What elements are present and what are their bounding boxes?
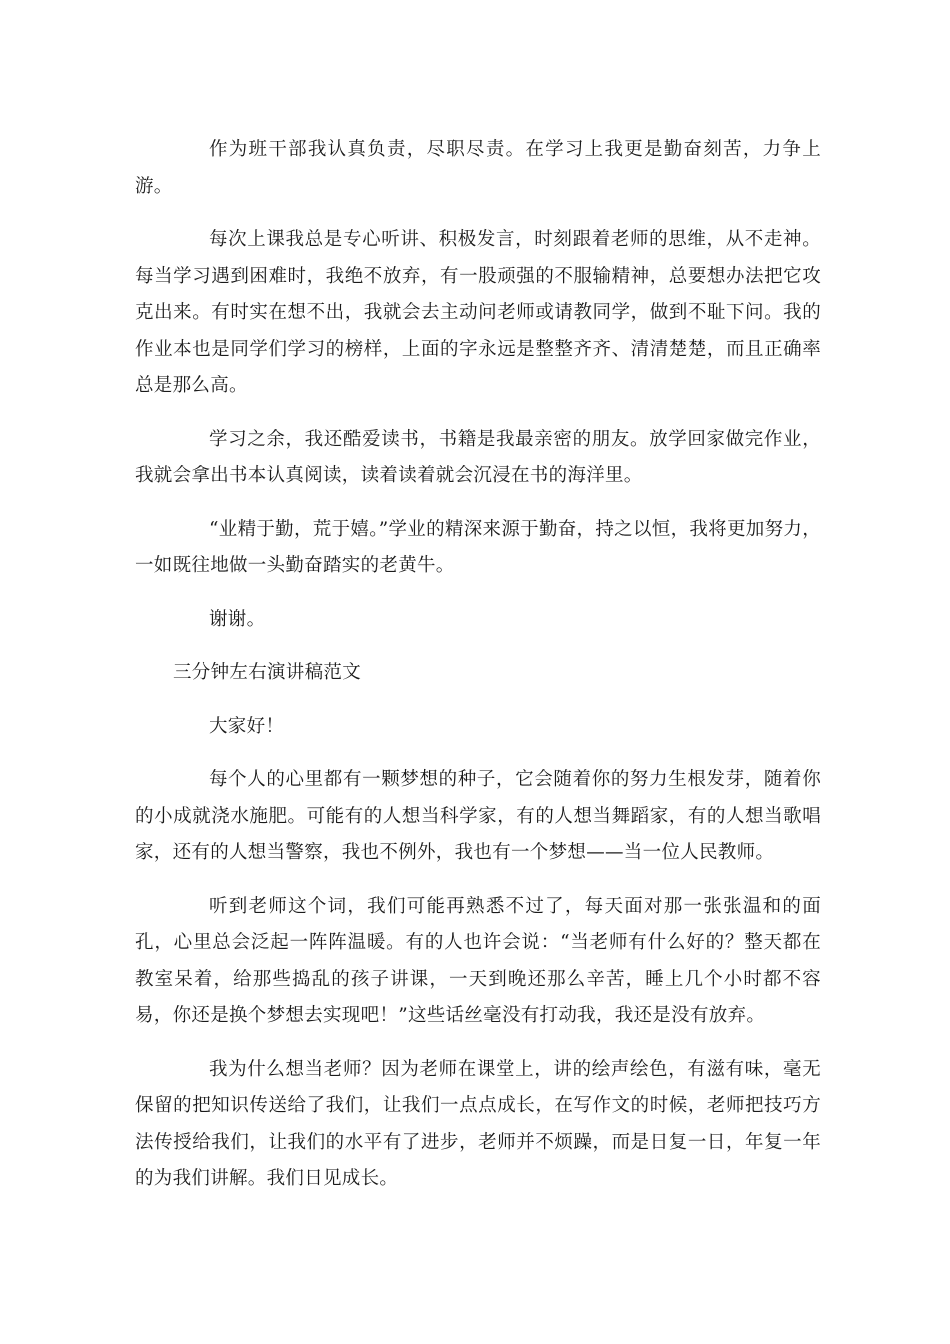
paragraph-study-habits: 每次上课我总是专心听讲、积极发言，时刻跟着老师的思维，从不走神。每当学习遇到困难时，我绝不放弃，有一股顽强的不服输精神，总要想办法把它攻克出来。有时实在想不出，我就会去主动问老师或请教同学，做到不耻下问。我的作业本也是同学们学习的榜样，上面的字永远是整整齐齐、清清楚楚，而且正确率总是那么高。: [135, 229, 821, 396]
document-body: [135, 132, 821, 1215]
paragraph-greeting: 大家好！: [209, 715, 285, 737]
paragraph-thanks: 谢谢。: [209, 608, 266, 630]
section-title: 三分钟左右演讲稿范文: [173, 662, 362, 683]
paragraph-teacher-word: 听到老师这个词，我们可能再熟悉不过了，每天面对那一张张温和的面孔，心里总会泛起一阵阵温暖。有的人也许会说：“当老师有什么好的？整天都在教室呆着，给那些捣乱的孩子讲课，一天到晚还那么辛苦，睡上几个小时都不容易，你还是换个梦想去实现吧！”这些话丝毫没有打动我，我还是没有放弃。: [135, 895, 821, 1026]
paragraph-dream-seed: 每个人的心里都有一颗梦想的种子，它会随着你的努力生根发芽，随着你的小成就浇水施肥。可能有的人想当科学家，有的人想当舞蹈家，有的人想当歌唱家，还有的人想当警察，我也不例外，我也有一个梦想——当一位人民教师。: [135, 769, 821, 863]
paragraph-class-duty: 作为班干部我认真负责，尽职尽责。在学习上我更是勤奋刻苦，力争上游。: [135, 139, 821, 197]
paragraph-why-teacher: 我为什么想当老师？因为老师在课堂上，讲的绘声绘色，有滋有味，毫无保留的把知识传送给了我们，让我们一点点成长，在写作文的时候，老师把技巧方法传授给我们，让我们的水平有了进步，老师并不烦躁，而是日复一日，年复一年的为我们讲解。我们日见成长。: [135, 1058, 821, 1189]
paragraph-diligence: “业精于勤，荒于嬉。”学业的精深来源于勤奋，持之以恒，我将更加努力，一如既往地做一头勤奋踏实的老黄牛。: [135, 518, 821, 576]
paragraph-reading: 学习之余，我还酷爱读书，书籍是我最亲密的朋友。放学回家做完作业，我就会拿出书本认真阅读，读着读着就会沉浸在书的海洋里。: [135, 428, 821, 486]
